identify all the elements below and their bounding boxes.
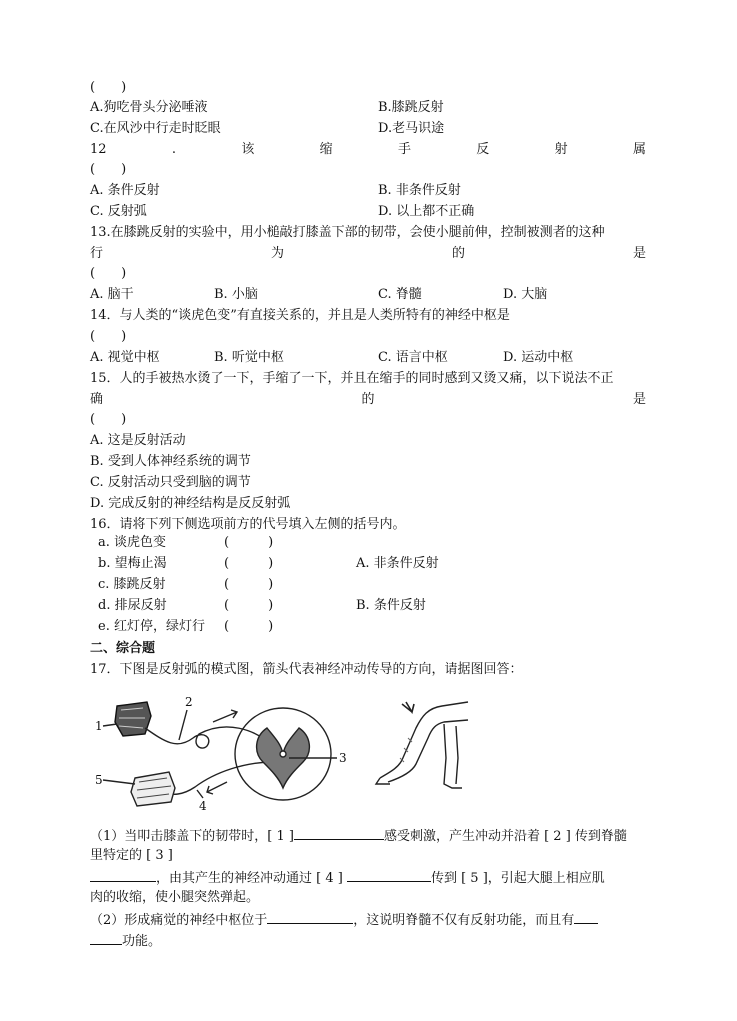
- q15-option-a: A. 这是反射活动: [90, 433, 186, 448]
- q13-option-b: B. 小脑: [214, 287, 258, 302]
- fig-label-5: 5: [95, 773, 103, 787]
- q17-p1-text-b: 感受刺激，产生冲动并沿着 [ 2 ] 传到脊髓: [383, 829, 627, 844]
- q12-option-d: D. 以上都不正确: [378, 204, 475, 219]
- answer-blank-1[interactable]: [294, 827, 384, 840]
- q14-option-b: B. 听觉中枢: [214, 350, 284, 365]
- q17-p2-text-b: ，这说明脊髓不仅有反射功能，而且有: [353, 913, 575, 928]
- q16-paren-c: ( ): [224, 577, 274, 592]
- q15-option-d: D. 完成反射的神经结构是反反射弧: [90, 496, 291, 511]
- q17-p1-line2: 里特定的 [ 3 ]: [90, 848, 173, 863]
- q16-paren-e: ( ): [224, 619, 274, 634]
- q11-option-b: B.膝跳反射: [378, 100, 444, 115]
- q17-p1-text-a: （1）当叩击膝盖下的韧带时，[ 1 ]: [90, 829, 294, 844]
- q17-p1-line4: 肉的收缩，使小腿突然弹起。: [90, 890, 260, 905]
- knee-jerk-figure: [372, 698, 472, 798]
- q17-p1-text-d: ，由其产生的神经冲动通过 [ 4 ]: [156, 871, 343, 886]
- q17-p2-line1: [90, 911, 598, 929]
- q13-word: 是: [632, 246, 646, 261]
- q15-stem-line2: [90, 392, 646, 408]
- q16-item-d: d. 排尿反射: [98, 598, 167, 613]
- q16-paren-a: ( ): [224, 535, 274, 550]
- q13-paren: ( ): [90, 266, 127, 281]
- q12-stem: [90, 142, 646, 158]
- fig-label-1: 1: [95, 719, 103, 733]
- q16-item-a: a. 谈虎色变: [98, 535, 167, 550]
- q12-word: .: [171, 142, 176, 157]
- q16-item-b: b. 望梅止渴: [98, 556, 167, 571]
- q12-word: 属: [632, 142, 646, 157]
- q15-stem-line1: 15．人的手被热水烫了一下，手缩了一下，并且在缩手的同时感到又烫又痛，以下说法不正: [90, 371, 614, 386]
- q12-word: 12: [90, 142, 107, 157]
- q16-stem: 16．请将下列下侧选项前方的代号填入左侧的括号内。: [90, 517, 406, 532]
- q15-word: 的: [361, 392, 375, 407]
- q13-word: 的: [451, 246, 465, 261]
- reflex-arc-figure: [95, 692, 355, 812]
- q16-option-b: B. 条件反射: [356, 598, 426, 613]
- q11-paren: ( ): [90, 80, 127, 95]
- q14-option-d: D. 运动中枢: [503, 350, 574, 365]
- q17-p2-text-a: （2）形成痛觉的神经中枢位于: [90, 913, 268, 928]
- q12-option-c: C. 反射弧: [90, 204, 147, 219]
- q13-option-c: C. 脊髓: [378, 287, 422, 302]
- q12-word: 缩: [319, 142, 333, 157]
- q16-paren-d: ( ): [224, 598, 274, 613]
- q12-paren: ( ): [90, 162, 127, 177]
- q15-paren: ( ): [90, 412, 127, 427]
- q17-p1-text-e: 传到 [ 5 ]，引起大腿上相应肌: [430, 871, 605, 886]
- q15-word: 是: [632, 392, 646, 407]
- q12-word: 反: [476, 142, 490, 157]
- fig-label-4: 4: [199, 799, 207, 812]
- section-heading: 二、综合题: [90, 641, 156, 656]
- q11-option-c: C.在风沙中行走时眨眼: [90, 121, 221, 136]
- q13-option-d: D. 大脑: [503, 287, 548, 302]
- q16-item-e: e. 红灯停，绿灯行: [98, 619, 205, 634]
- answer-blank-3[interactable]: [90, 869, 156, 882]
- q14-option-a: A. 视觉中枢: [90, 350, 160, 365]
- q12-option-a: A. 条件反射: [90, 183, 160, 198]
- fig-label-2: 2: [185, 695, 193, 709]
- answer-blank-pain-center[interactable]: [267, 911, 353, 924]
- q17-p1-line1: [90, 827, 627, 845]
- answer-blank-function[interactable]: [574, 911, 598, 924]
- q16-paren-b: ( ): [224, 556, 274, 571]
- answer-blank-function-cont[interactable]: [90, 932, 122, 945]
- q11-option-a: A.狗吃骨头分泌唾液: [90, 100, 208, 115]
- q12-word: 手: [397, 142, 411, 157]
- q16-item-c: c. 膝跳反射: [98, 577, 166, 592]
- q14-option-c: C. 语言中枢: [378, 350, 448, 365]
- q13-option-a: A. 脑干: [90, 287, 134, 302]
- q13-stem-line2: [90, 246, 646, 262]
- q13-word: 行: [90, 246, 104, 261]
- q17-p2-text-c: 功能。: [122, 934, 162, 949]
- q17-p2-line2: [90, 932, 161, 950]
- q14-stem: 14．与人类的“谈虎色变”有直接关系的，并且是人类所特有的神经中枢是: [90, 308, 510, 323]
- q17-stem: 17．下图是反射弧的模式图，箭头代表神经冲动传导的方向，请据图回答：: [90, 662, 523, 677]
- q12-option-b: B. 非条件反射: [378, 183, 461, 198]
- fig-label-3: 3: [339, 751, 347, 765]
- answer-blank-4[interactable]: [347, 869, 431, 882]
- q13-word: 为: [270, 246, 284, 261]
- q12-word: 射: [554, 142, 568, 157]
- q12-word: 该: [241, 142, 255, 157]
- q15-word: 确: [90, 392, 104, 407]
- q15-option-b: B. 受到人体神经系统的调节: [90, 454, 251, 469]
- q15-option-c: C. 反射活动只受到脑的调节: [90, 475, 251, 490]
- q11-option-d: D.老马识途: [378, 121, 445, 136]
- q16-option-a: A. 非条件反射: [356, 556, 439, 571]
- q14-paren: ( ): [90, 329, 127, 344]
- q13-stem-line1: 13.在膝跳反射的实验中，用小槌敲打膝盖下部的韧带，会使小腿前伸，控制被测者的这种: [90, 225, 605, 240]
- q17-p1-line3: [90, 869, 605, 887]
